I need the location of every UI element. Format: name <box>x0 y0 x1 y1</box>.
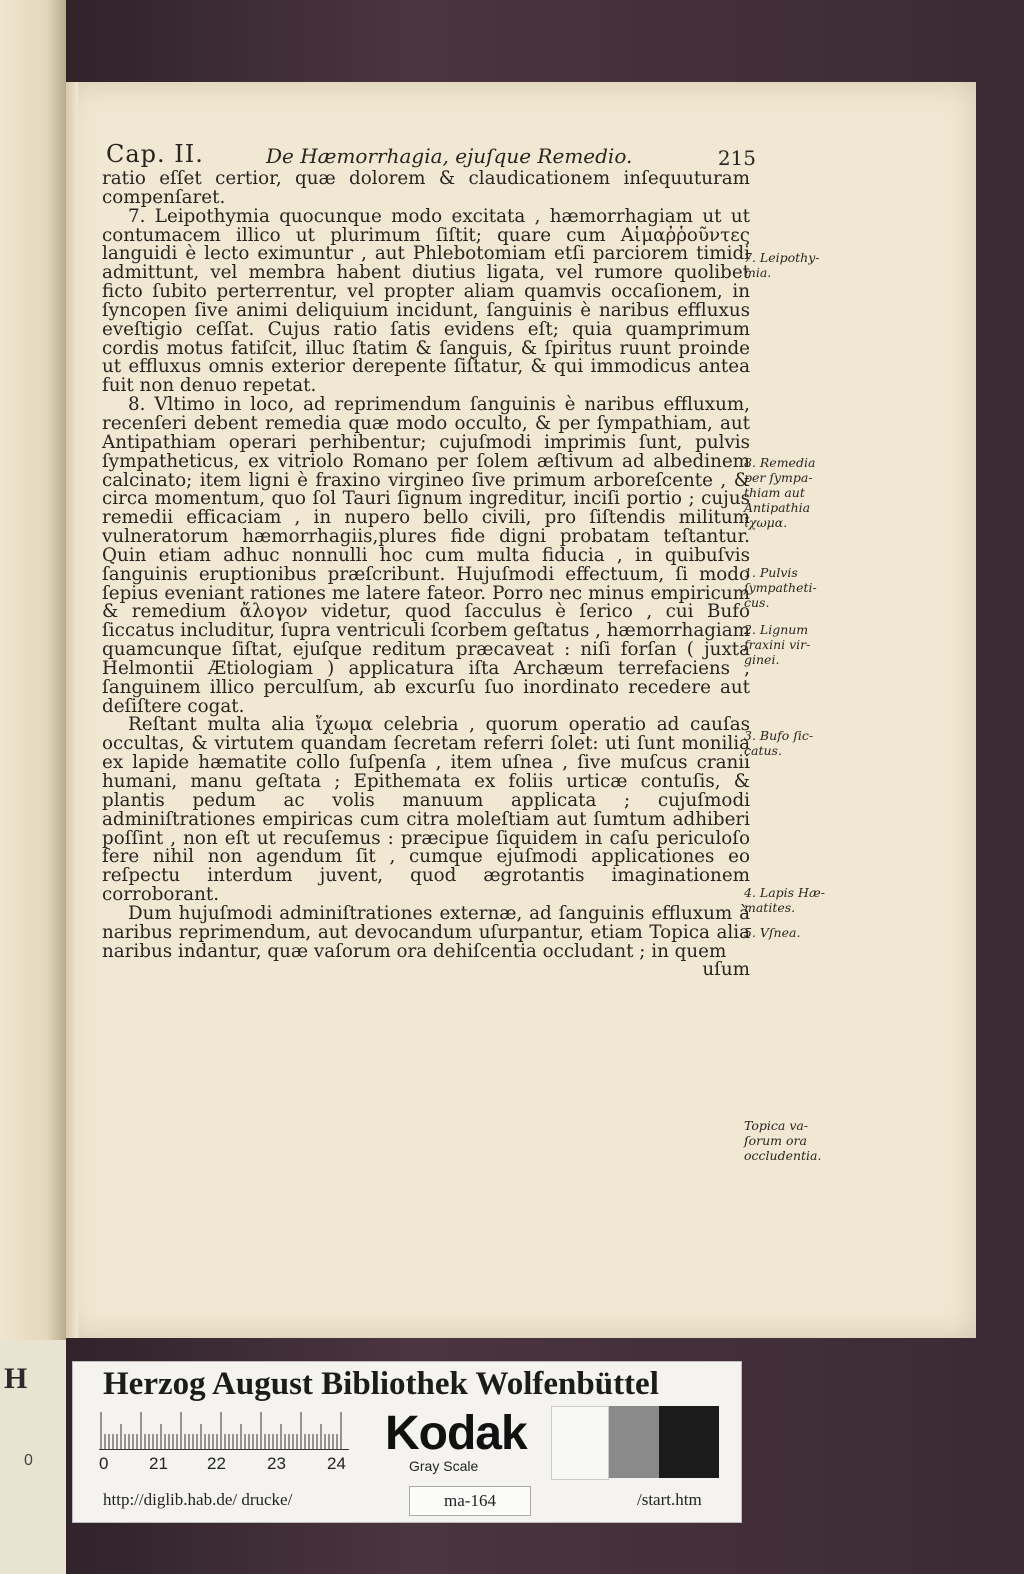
paragraph: Dum hujuſmodi adminiſtrationes externæ, ad ſanguinis effluxum à naribus reprimendum, aut devocandum uſurpantur, etiam Topica alia naribus indantur, quæ vaſorum ora dehiſcentia occludant ; in quem <box>102 902 750 962</box>
adjacent-page-edge <box>0 0 66 1574</box>
ruler-label: 21 <box>149 1454 168 1473</box>
gray-scale-label: Gray Scale <box>409 1458 479 1474</box>
gray-swatch-white <box>551 1406 609 1480</box>
color-target-footer <box>72 1361 742 1523</box>
margin-note <box>744 455 815 530</box>
margin-note-line: catus. <box>744 743 782 758</box>
left-strip-letter: H <box>4 1362 28 1395</box>
margin-note-line: 4. Lapis Hæ- <box>744 885 825 900</box>
margin-note-line: occludentia. <box>744 1148 822 1163</box>
margin-note-line: ginei. <box>744 652 780 667</box>
margin-note-line: mia. <box>744 265 772 280</box>
kodak-logo: Kodak <box>385 1407 527 1460</box>
gray-swatch-black <box>659 1406 719 1478</box>
margin-note-line: 2. Lignum <box>744 622 809 637</box>
chapter-label: Cap. II. <box>106 140 204 168</box>
ruler-labels <box>99 1454 359 1474</box>
margin-note <box>744 728 813 758</box>
gray-swatch-mid <box>609 1406 659 1478</box>
page-gutter-shadow <box>66 82 78 1338</box>
margin-note <box>744 885 825 915</box>
ruler-label: 24 <box>327 1454 346 1473</box>
margin-note-line: 8. Remedia <box>744 455 816 470</box>
digital-library-url: http://diglib.hab.de/ drucke/ <box>103 1490 293 1509</box>
paragraph: ratio eſſet certior, quæ dolorem & claudicationem inſequuturam compenſaret. <box>102 168 750 208</box>
ruler-label: 0 <box>99 1454 109 1473</box>
margin-note-line: ſorum ora <box>744 1133 807 1148</box>
margin-note <box>744 565 817 610</box>
margin-note-line: ἴχωμα. <box>744 515 788 530</box>
margin-note-line: 7. Leipothy- <box>744 250 820 265</box>
margin-note-line: cus. <box>744 595 770 610</box>
margin-note <box>744 250 819 280</box>
margin-note-line: Antipathia <box>744 500 811 515</box>
margin-note-line: 1. Pulvis <box>744 565 798 580</box>
margin-note-line: matites. <box>744 900 796 915</box>
margin-note <box>744 925 800 940</box>
margin-note <box>744 622 810 667</box>
left-strip-number: 0 <box>24 1452 33 1469</box>
paragraph-list <box>102 170 750 961</box>
margin-note-line: fraxini vir- <box>744 637 811 652</box>
paragraph: Reſtant multa alia ἴχωμα celebria , quorum operatio ad cauſas occultas, & virtutem quandam ſecretam referri ſolet: uti ſunt monilia ex lapide hæmatite collo ſuſpenſa , item uſnea , ſive muſcus cranii humani, manu geſtata ; Epithemata ex foliis urticæ contuſis, & plantis pedum ac volis manuum applicata ; cujuſmodi adminiſtrationes empiricas cum citra moleſtiam aut ſumtum adhiberi poſſint , non eſt ut recuſemus : præcipue ſiquidem in caſu periculoſo fere nihil non agendum ſit , cumque ejuſmodi applicationes eo reſpectu interdum juvent, quod ægrotantis imaginationem corroborant. <box>102 714 750 906</box>
margin-note-line: thiam aut <box>744 485 805 500</box>
catchword: uſum <box>702 959 750 981</box>
ruler-scale <box>99 1410 349 1450</box>
running-title: De Hæmorrhagia, ejuſque Remedio. <box>266 144 633 168</box>
shelfmark-box: ma-164 <box>409 1486 531 1516</box>
margin-note-line: 3. Bufo ſic- <box>744 728 814 743</box>
paragraph: 8. Vltimo in loco, ad reprimendum ſanguinis è naribus effluxum, recenſeri debent remedia quæ modo occulto, & per ſympathiam, aut Antipathiam operari perhibentur; cujuſmodi imprimis ſunt, pulvis ſympatheticus, ex vitriolo Romano per ſolem æſtivum ad albedinem calcinato; item ligni è fraxino virgineo ſive primum arboreſcente , & circa momentum, quo ſol Tauri ſignum ingreditur, inciſi portio ; cujus remedii efficaciam , in nupero bello civili, pro ſiſtendis militum vulneratorum hæmorrhagiis,plures fide digni probatam teſtantur. Quin etiam adhuc nonnulli hoc cum multa fiducia , in quibuſvis ſanguinis eruptionibus præſcribunt. Hujuſmodi effectuum, ſi modo ſepius eveniant rationes me latere fateor. Porro nec minus empiricum & remedium ἄλογον videtur, quod ſacculus è ſerico , cui Bufo ſiccatus includitur, ſupra ventriculi ſcorbem geſtatus , hæmorrhagiam quamcunque ſiſtat, ejuſque reditum præcaveat : niſi forſan ( juxta Helmontii Ætiologiam ) applicatura iſta Archæum terrefaciens , ſanguinem illico perculſum, ab excurſu ſuo inordinato recedere aut deſiſtere cogat. <box>102 394 750 717</box>
ruler-label: 22 <box>207 1454 226 1473</box>
ruler-label: 23 <box>267 1454 286 1473</box>
margin-note-line: ſympatheti- <box>744 580 817 595</box>
library-name: Herzog August Bibliothek Wolfenbüttel <box>103 1366 659 1402</box>
margin-note-line: Topica va- <box>744 1118 809 1133</box>
page-number: 215 <box>717 146 756 170</box>
start-page-url: /start.htm <box>637 1490 702 1509</box>
margin-note-line: 5. Vſnea. <box>744 925 801 940</box>
paragraph: 7. Leipothymia quocunque modo excitata , hæmorrhagiam ut ut contumacem illico ut plurimum ſiſtit; quare cum Αἱμαῤῥοῦντες languidi è lecto eximuntur , aut Phlebotomiam etſi parciorem timidi admittunt, vel membra habent diutius ligata, vel rumore quolibet ficto ſubito perterrentur, vel propter aliam quamvis occaſionem, in ſyncopen ſive animi deliquium incidunt, ſanguinis è naribus effluxus eveſtigio ceſſat. Cujus ratio ſatis evidens eſt; quia quamprimum cordis motus fatiſcit, illuc ſtatim & ſanguis, & ſpiritus ruunt proinde ut effluxus omnis exterior derepente ſiſtatur, & qui immodicus antea fuit non denuo repetat. <box>102 205 750 397</box>
page-body <box>102 170 750 980</box>
margin-note-line: per ſympa- <box>744 470 813 485</box>
margin-note <box>744 1118 821 1163</box>
